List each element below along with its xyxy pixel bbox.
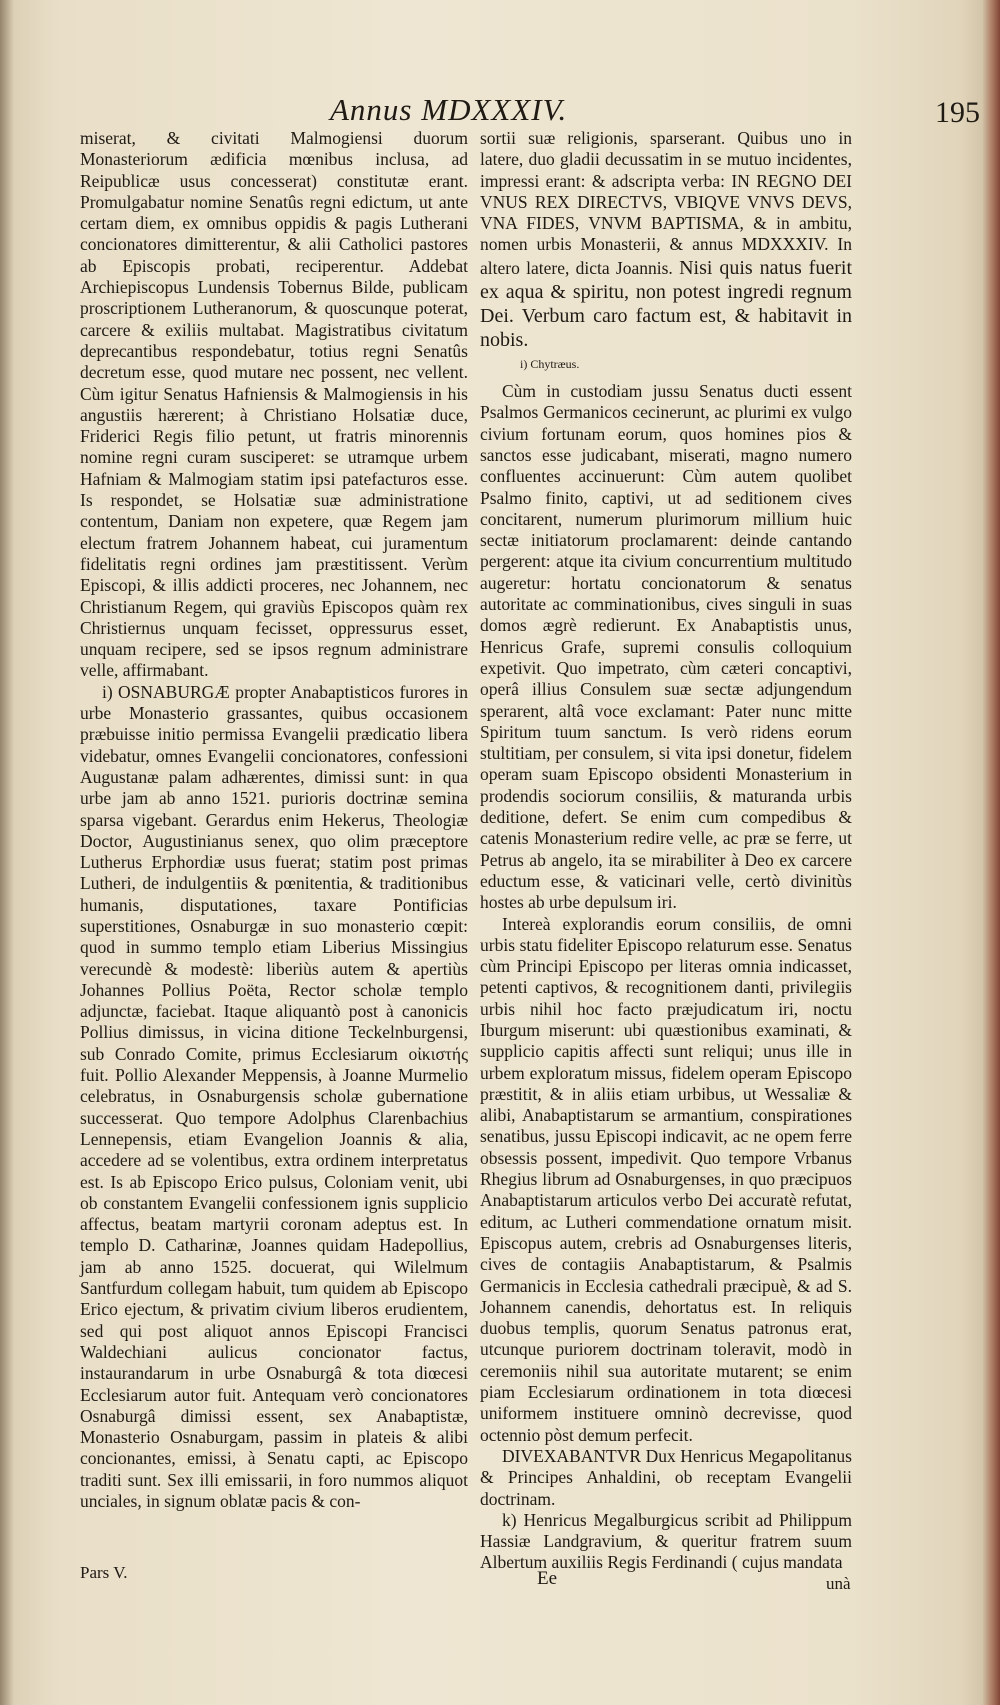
scripture-quote: Nisi quis natus fuerit ex aqua & spiritu, non potest ingredi regnum Dei. Verbum caro factum est, & habitavit in nobis.: [480, 256, 852, 351]
running-title: Annus MDXXXIV.: [330, 92, 568, 127]
right-paragraph-1: [480, 128, 852, 352]
left-paragraph-1: miserat, & civitati Malmogiensi duorum Monasteriorum ædificia mœnibus inclusa, ad Reipublicæ usus concesserat) constitutæ erant. Promulgabatur nomine Senatûs regni edictum, ut ante certam diem, ex omnibus oppidis & pagis Lutherani concionatores dimitterentur, & alii Catholici pastores ab Episcopis probati, reciperentur. Addebat Archiepiscopus Lundensis Tobernus Bilde, publicam proscriptionem Lutheranorum, & quoscunque poterat, carcere & exiliis multabat. Magistratibus civitatum deprecantibus respondebatur, totius regni Senatûs decretum esse, quod mutare nec possent, nec vellent. Cùm igitur Senatus Hafniensis & Malmogiensis in his angustiis hærerent; à Christiano Holsatiæ duce, Friderici Regis filio petunt, ut fratris minorennis nomine regni curam susciperet: se utramque urbem Hafniam & Malmogiam statim ipsi patefacturos esse. Is respondet, se Holsatiæ suæ administratione contentum, Daniam non expetere, quæ Regem jam electum fratrem Johannem habeat, cui juramentum fidelitatis regni ordines jam præstitissent. Verùm Episcopi, & illis addicti proceres, nec Johannem, nec Christianum Regem, qui graviùs Episcopos quàm rex Christiernus unquam fecisset, oppressurus esset, unquam recipere, sed se ipsos regnum administrare velle, affirmabant.: [80, 128, 468, 681]
source-note: i) Chytræus.: [520, 356, 580, 371]
gathering-mark: Ee: [537, 1568, 558, 1589]
page-number: 195: [935, 96, 980, 129]
page-edge: [982, 0, 1000, 1705]
left-column: [80, 128, 468, 1512]
right-paragraph-1-text: sortii suæ religionis, sparserant. Quibus uno in latere, duo gladii decussatim in se mutuo incidentes, impressi erant: & adscripta verba: IN REGNO DEI VNUS REX DIRECTVS, VBIQVE VNVS DEVS, VNA FIDES, VNVM BAPTISMA, & in ambitu, nomen urbis Monasterii, & annus MDXXXIV. In altero latere, dicta Joannis.: [480, 128, 852, 278]
page-gutter-shadow: [0, 0, 14, 1705]
signature-mark: Pars V.: [80, 1563, 128, 1582]
page-header: [330, 92, 980, 132]
right-paragraph-4: DIVEXABANTVR Dux Henricus Megapolitanus & Principes Anhaldini, ob receptam Evangelii doctrinam.: [480, 1445, 852, 1509]
right-paragraph-3: Intereà explorandis eorum consiliis, de omni urbis statu fideliter Episcopo relaturum esse. Senatus cùm Principi Episcopo per literas omnia indicasset, petenti captivos, & recognitionem danti, privilegiis urbis nihil hoc facto præjudicatum iri, noctu Iburgum miserunt: ubi quæstionibus examinati, & supplicio capitis affecti sunt reliqui; unus ille in urbem exploratum missus, fidelem operam Episcopo præstitit, & in aliis etiam urbibus, ut Wessaliæ & alibi, Anabaptistarum se armantium, conspirationes senatibus, jussu Episcopi indicavit, ac ne opem ferre obsessis possent, impedivit. Quo tempore Vrbanus Rhegius librum ad Osnaburgenses, in quo præcipuos Anabaptistarum articulos verbo Dei accuratè refutat, editum, ac Lutheri commendatione ornatum misit. Episcopus autem, crebris ad Osnaburgenses literis, cives de contagiis Anabaptistarum, & Psalmis Germanicis in Ecclesia cathedrali præcipuè, & ad S. Johannem canendis, dehortatus est. In reliquis duobus templis, quorum Senatus patronus erat, utcunque puriorem doctrinam toleravit, modò in ceremoniis nihil sua autoritate mutarent; se enim piam Ecclesiarum ordinationem in tota diœcesi uniformem instituere omninò decrevisse, quod octennio pòst demum perfecit.: [480, 913, 852, 1445]
right-paragraph-5: k) Henricus Megalburgicus scribit ad Philippum Hassiæ Landgravium, & queritur fratrem suum Albertum auxiliis Regis Ferdinandi ( cujus mandata: [480, 1509, 852, 1573]
catchword: unà: [826, 1574, 851, 1593]
right-paragraph-2: Cùm in custodiam jussu Senatus ducti essent Psalmos Germanicos cecinerunt, ac plurimi ex vulgo civium fortunam eorum, quos homines pios & sanctos esse judicabant, miserati, magno numero confluentes accinuerunt: Cùm autem quolibet Psalmo finito, captivi, ut ad seditionem cives concitarent, numerum plurimorum millium huic sectæ initiatorum proclamarent: deinde cantando pergerent: atque ita civium concurrentium multitudo augeretur: hortatu concionatorum & senatus autoritate ac comminationibus, cives singuli in suas domos ægrè redierunt. Ex Anabaptistis unus, Henricus Grafe, supremi consulis colloquium expetivit. Quo impetrato, cùm cæteri concaptivi, operâ illius Consulem suæ sectæ adjungendum sperarent, altâ voce exclamant: Pater nunc mitte Spiritum tuum sanctum. Is verò ridens eorum stultitiam, per consulem, si vita ipsi donetur, fidelem operam suam Episcopo obsidenti Monasterium in prodendis sociorum consiliis, & maturanda urbis deditione, defert. Se enim cum compedibus & catenis Monasterium redire velle, ac præ se ferre, ut Petrus ab angelo, ita se mirabiliter à Deo ex carcere eductum esse, & vaticinari velle, certò divinitùs hostes ab urbe depulsum iri.: [480, 381, 852, 913]
left-paragraph-2: i) OSNABURGÆ propter Anabaptisticos furores in urbe Monasterio grassantes, quibus occasionem præbuisse initio permissa Evangelii prædicatio libera videbatur, omnes Evangelii concionatores, confessioni Augustanæ palam adhærentes, dimissi sunt: in qua urbe jam ab anno 1521. purioris doctrinæ semina sparsa vigebant. Gerardus enim Hekerus, Theologiæ Doctor, Augustinianus senex, quo olim præceptore Lutherus Erphordiæ usus fuerat; statim post primas Lutheri, de indulgentiis & pœnitentia, & traditionibus humanis, disputationes, taxare Pontificias superstitiones, Osnaburgæ in suo monasterio cœpit: quod in summo templo etiam Liberius Missingius verecundè & modestè: liberiùs autem & apertiùs Johannes Pollius Poëta, Rector scholæ templo adjunctæ, faciebat. Itaque aliquantò post à canonicis Pollius dimissus, in vicina ditione Teckelnburgensi, sub Conrado Comite, primus Ecclesiarum οἰκιστής fuit. Pollio Alexander Meppensis, à Joanne Murmelio celebratus, in Osnaburgensis scholæ gubernatione successerat. Quo tempore Adolphus Clarenbachius Lennepensis, etiam Evangelion Joannis & alia, accedere ad se volentibus, extra ordinem interpretatus est. Is ab Episcopo Erico pulsus, Coloniam venit, ubi ob constantem Evangelii confessionem ignis supplicio affectus, beatam martyrii coronam adeptus est. In templo D. Catharinæ, Joannes quidam Hadepollius, jam ab anno 1525. docuerat, qui Wilelmum Santfurdum collegam habuit, tum quidem ab Episcopo Erico ejectum, & privatim civium liberos erudientem, sed qui post aliquot annos Episcopi Francisci Waldechiani aulicus concionator factus, instaurandarum in urbe Osnaburgâ & tota diœcesi Ecclesiarum autor fuit. Antequam verò concionatores Osnaburgâ dimissi essent, sex Anabaptistæ, Monasterio Osnaburgam, passim in plateis & alibi concionantes, emissi, à Senatu capti, ac Episcopo traditi sunt. Sex illi emissarii, in foro nummos aliquot unciales, in signum oblatæ pacis & con-: [80, 681, 468, 1511]
right-column: [480, 128, 852, 1574]
